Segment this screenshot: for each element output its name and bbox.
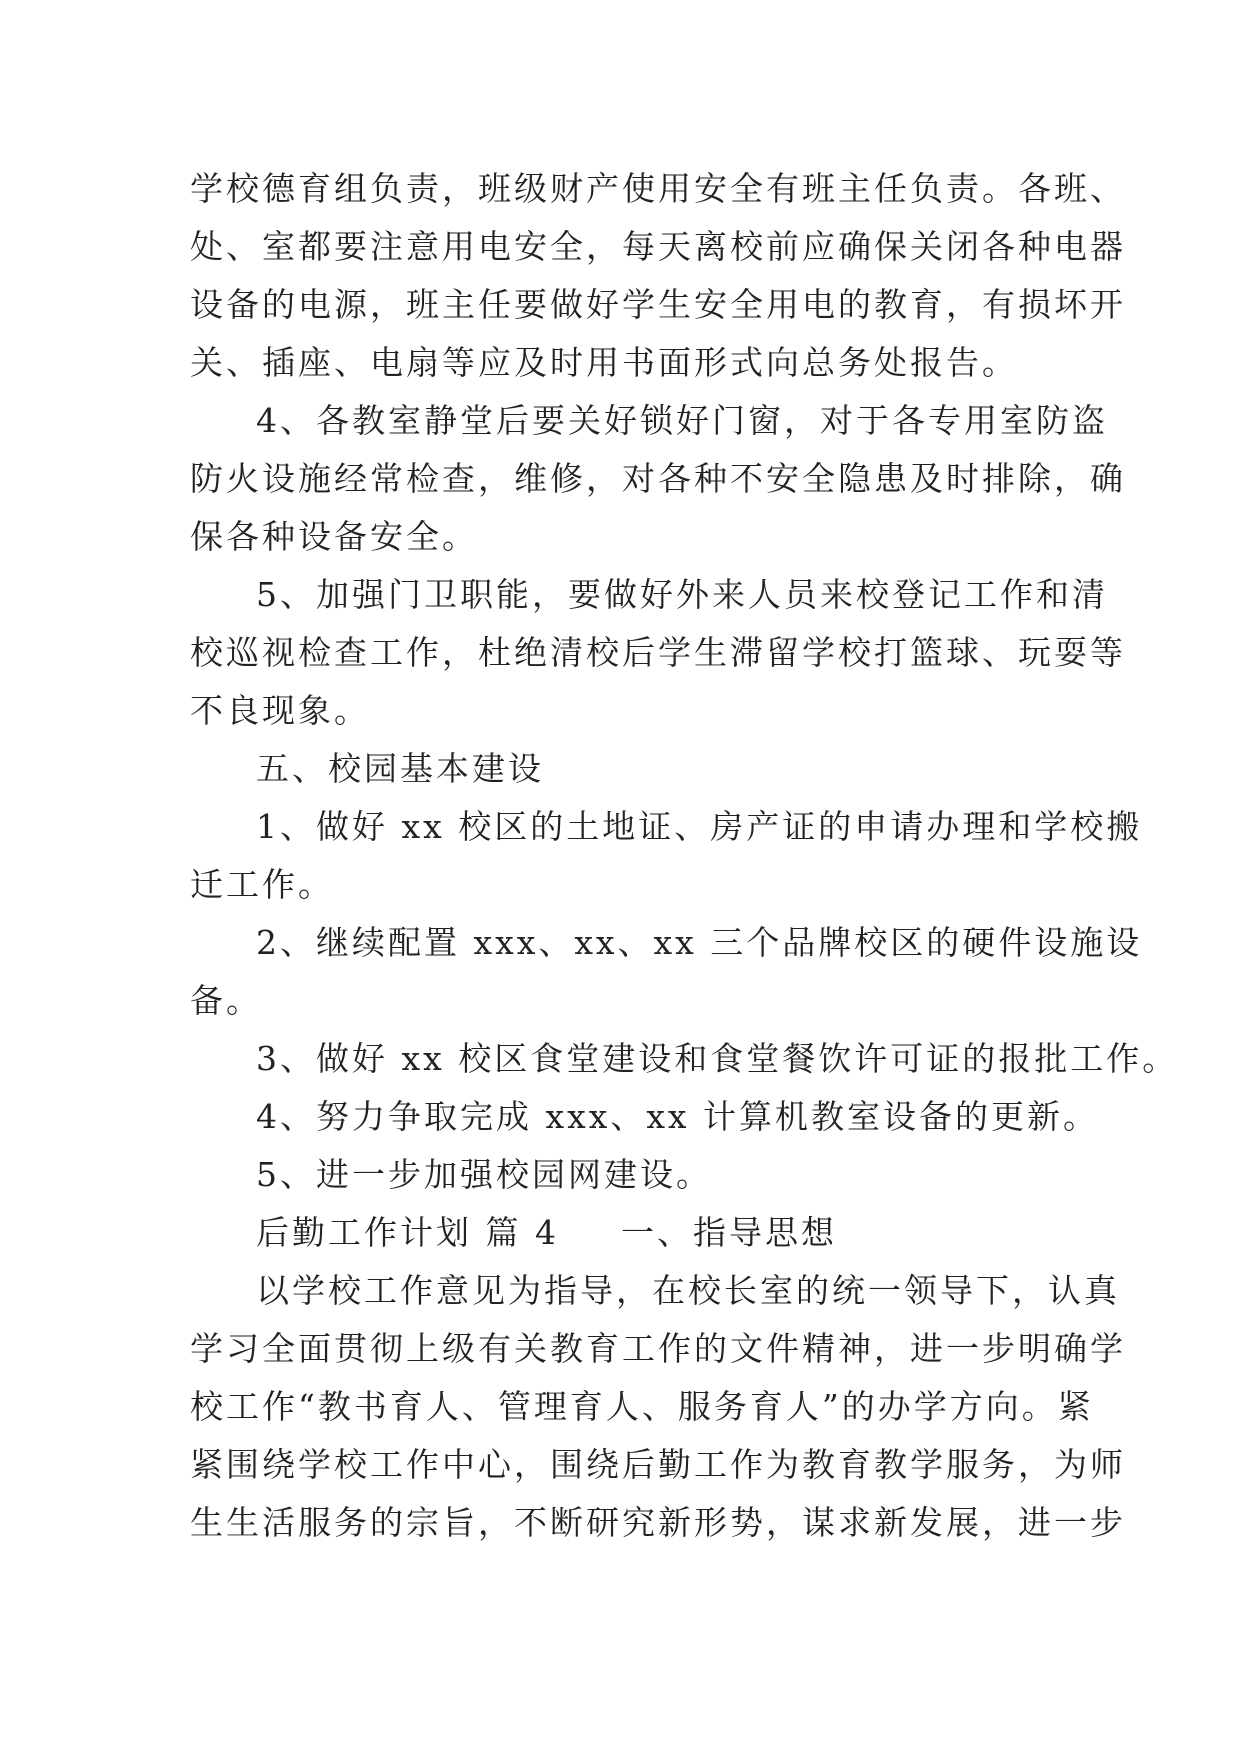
plan-heading (190, 1204, 1070, 1262)
text-line: 4、努力争取完成 xxx、xx 计算机教室设备的更新。 (256, 1097, 1100, 1136)
plan-number: 篇 4 (485, 1213, 559, 1252)
plan-section: 一、指导思想 (621, 1213, 837, 1252)
text-line: 防火设施经常检查，维修，对各种不安全隐患及时排除，确 (190, 459, 1126, 498)
text-line: 设备的电源，班主任要做好学生安全用电的教育，有损坏开 (190, 285, 1126, 324)
text-line: 不良现象。 (190, 691, 370, 730)
text-line: 紧围绕学校工作中心，围绕后勤工作为教育教学服务，为师 (190, 1445, 1126, 1484)
text-line: 学习全面贯彻上级有关教育工作的文件精神，进一步明确学 (190, 1329, 1126, 1368)
text-line: 2、继续配置 xxx、xx、xx 三个品牌校区的硬件设施设 (256, 923, 1143, 962)
text-line: 4、各教室静堂后要关好锁好门窗，对于各专用室防盗 (256, 401, 1108, 440)
text-line: 学校德育组负责，班级财产使用安全有班主任负责。各班、 (190, 169, 1126, 208)
text-line: 5、加强门卫职能，要做好外来人员来校登记工作和清 (256, 575, 1108, 614)
document-body (190, 160, 1179, 1552)
text-line: 迁工作。 (190, 865, 334, 904)
text-line: 校巡视检查工作，杜绝清校后学生滞留学校打篮球、玩耍等 (190, 633, 1126, 672)
plan-title: 后勤工作计划 (256, 1213, 472, 1252)
text-line: 以学校工作意见为指导，在校长室的统一领导下，认真 (256, 1271, 1120, 1310)
text-line: 关、插座、电扇等应及时用书面形式向总务处报告。 (190, 343, 1018, 382)
text-line: 校工作“教书育人、管理育人、服务育人”的办学方向。紧 (190, 1387, 1094, 1426)
text-line: 3、做好 xx 校区食堂建设和食堂餐饮许可证的报批工作。 (256, 1039, 1179, 1078)
text-line: 处、室都要注意用电安全，每天离校前应确保关闭各种电器 (190, 227, 1126, 266)
text-line: 备。 (190, 981, 262, 1020)
text-line: 生生活服务的宗旨，不断研究新形势，谋求新发展，进一步 (190, 1503, 1126, 1542)
text-line: 5、进一步加强校园网建设。 (256, 1155, 712, 1194)
text-line: 保各种设备安全。 (190, 517, 478, 556)
section-heading: 五、校园基本建设 (256, 749, 544, 788)
text-line: 1、做好 xx 校区的土地证、房产证的申请办理和学校搬 (256, 807, 1143, 846)
